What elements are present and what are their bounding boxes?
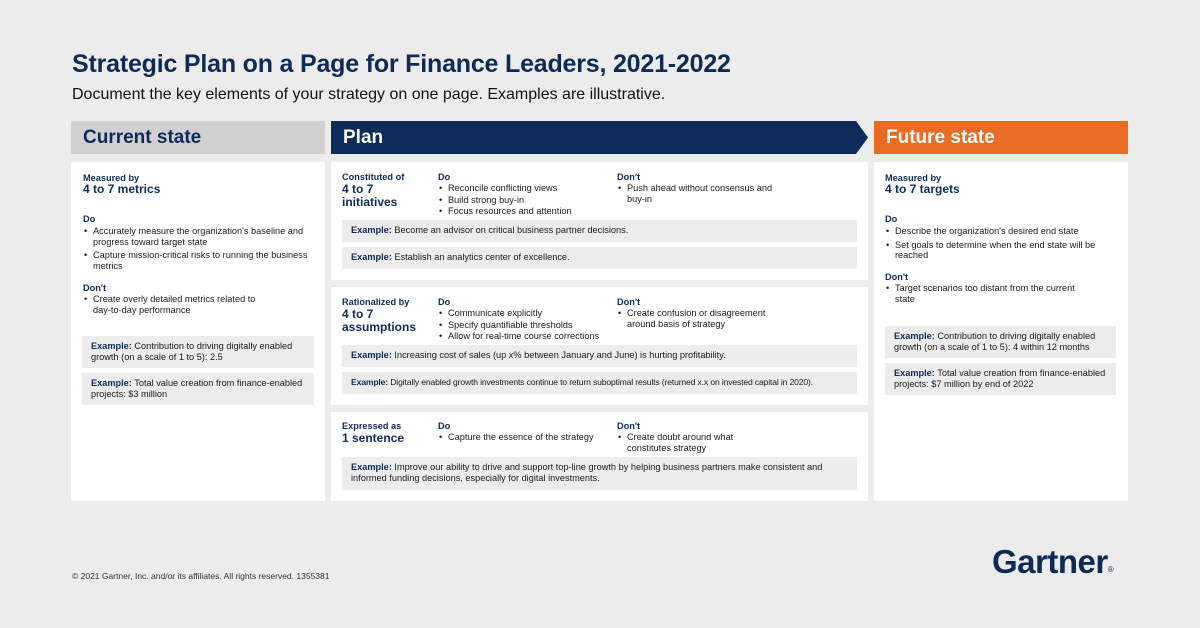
example-text: Establish an analytics center of excellence. — [391, 252, 570, 262]
list-item: • Create confusion or disagreement around basis of strategy — [617, 308, 787, 329]
list-item: • Focus resources and attention — [438, 206, 608, 217]
example-label: Example: — [351, 377, 389, 387]
future-state-card — [874, 162, 1128, 501]
list-item: • Specify quantifiable thresholds — [438, 320, 613, 331]
initiatives-example-2 — [342, 247, 857, 269]
sentence-dont-label: Don't — [617, 421, 641, 431]
list-item: • Capture mission-critical risks to running the business metrics — [83, 250, 319, 271]
list-item: • Allow for real-time course corrections — [438, 331, 613, 342]
example-text: Contribution to driving digitally enabled growth (on a scale of 1 to 5): 4 within 12 months — [894, 331, 1096, 352]
assumptions-do-list — [438, 308, 613, 343]
list-item: • Capture the essence of the strategy — [438, 432, 613, 443]
list-item: • Build strong buy-in — [438, 195, 608, 206]
current-dont-label: Don't — [83, 283, 107, 293]
assumptions-example-1 — [342, 345, 857, 367]
example-label: Example: — [351, 350, 392, 360]
sentence-label: Expressed as — [342, 421, 402, 431]
initiatives-dont-label: Don't — [617, 172, 641, 182]
example-text: Contribution to driving digitally enabled growth (on a scale of 1 to 5): 2.5 — [91, 341, 293, 362]
assumptions-dont-label: Don't — [617, 297, 641, 307]
plan-assumptions-card — [331, 287, 868, 405]
current-state-card — [71, 162, 325, 501]
list-item: • Target scenarios too distant from the current state — [885, 283, 1075, 304]
example-text: Total value creation from finance-enabled projects: $7 million by end of 2022 — [894, 368, 1106, 389]
plan-initiatives-card — [331, 162, 868, 280]
list-item: • Communicate explicitly — [438, 308, 613, 319]
current-measured-value: 4 to 7 metrics — [83, 182, 161, 196]
future-state-header: Future state — [874, 121, 1128, 154]
current-do-list — [83, 226, 319, 272]
example-text: Increasing cost of sales (up x% between January and June) is hurting profitability. — [391, 350, 726, 360]
list-item: • Push ahead without consensus and buy-in — [617, 183, 792, 204]
plan-header-label: Plan — [343, 127, 384, 148]
list-item: • Accurately measure the organization's baseline and progress toward target state — [83, 226, 319, 247]
example-label: Example: — [351, 225, 392, 235]
current-measured-label: Measured by — [83, 173, 140, 183]
example-label: Example: — [91, 378, 132, 388]
future-example-2 — [885, 363, 1116, 395]
list-item: • Reconcile conflicting views — [438, 183, 608, 194]
registered-mark: ® — [1107, 565, 1114, 574]
example-label: Example: — [894, 331, 935, 341]
sentence-do-list — [438, 432, 613, 444]
assumptions-do-label: Do — [438, 297, 451, 307]
future-example-1 — [885, 326, 1116, 358]
example-text: Total value creation from finance-enabled projects: $3 million — [91, 378, 303, 399]
initiatives-do-list — [438, 183, 608, 218]
initiatives-dont-list — [617, 183, 792, 205]
example-text: Digitally enabled growth investments continue to return suboptimal results (returned x.x on invested capital in 2020). — [388, 377, 813, 387]
logo-text: Gartner — [992, 543, 1108, 580]
initiatives-example-1 — [342, 220, 857, 242]
plan-arrow-banner — [331, 121, 868, 154]
current-do-label: Do — [83, 214, 96, 224]
initiatives-do-label: Do — [438, 172, 451, 182]
plan-header — [331, 121, 868, 154]
future-do-list — [885, 226, 1121, 262]
copyright-footer: © 2021 Gartner, Inc. and/or its affiliates. All rights reserved. 1355381 — [72, 571, 330, 581]
future-do-label: Do — [885, 214, 898, 224]
sentence-do-label: Do — [438, 421, 451, 431]
example-text: Become an advisor on critical business partner decisions. — [391, 225, 629, 235]
page-title: Strategic Plan on a Page for Finance Leaders, 2021-2022 — [72, 50, 731, 78]
current-state-header: Current state — [71, 121, 325, 154]
sentence-value: 1 sentence — [342, 431, 405, 445]
future-dont-list — [885, 283, 1075, 305]
initiatives-value: 4 to 7 initiatives — [342, 182, 398, 209]
assumptions-value: 4 to 7 assumptions — [342, 307, 417, 334]
example-text: Improve our ability to drive and support top-line growth by helping business partners make consistent and informed funding decisions, especially for digital investments. — [351, 462, 823, 483]
current-dont-list — [83, 294, 273, 316]
example-label: Example: — [351, 252, 392, 262]
example-label: Example: — [351, 462, 392, 472]
future-measured-label: Measured by — [885, 173, 942, 183]
example-label: Example: — [894, 368, 935, 378]
list-item: • Create overly detailed metrics related to day-to-day performance — [83, 294, 273, 315]
sentence-example-1 — [342, 457, 857, 490]
list-item: • Create doubt around what constitutes strategy — [617, 432, 757, 453]
page-subtitle: Document the key elements of your strategy on one page. Examples are illustrative. — [72, 86, 666, 103]
list-item: • Set goals to determine when the end state will be reached — [885, 240, 1121, 261]
example-label: Example: — [91, 341, 132, 351]
current-example-2 — [82, 373, 314, 405]
sentence-dont-list — [617, 432, 757, 454]
initiatives-label: Constituted of — [342, 172, 405, 182]
future-measured-value: 4 to 7 targets — [885, 182, 960, 196]
future-dont-label: Don't — [885, 272, 909, 282]
list-item: • Describe the organization's desired end state — [885, 226, 1121, 237]
assumptions-example-2 — [342, 372, 857, 394]
current-example-1 — [82, 336, 314, 368]
gartner-logo — [992, 543, 1113, 581]
plan-sentence-card — [331, 412, 868, 501]
assumptions-label: Rationalized by — [342, 297, 410, 307]
assumptions-dont-list — [617, 308, 787, 330]
